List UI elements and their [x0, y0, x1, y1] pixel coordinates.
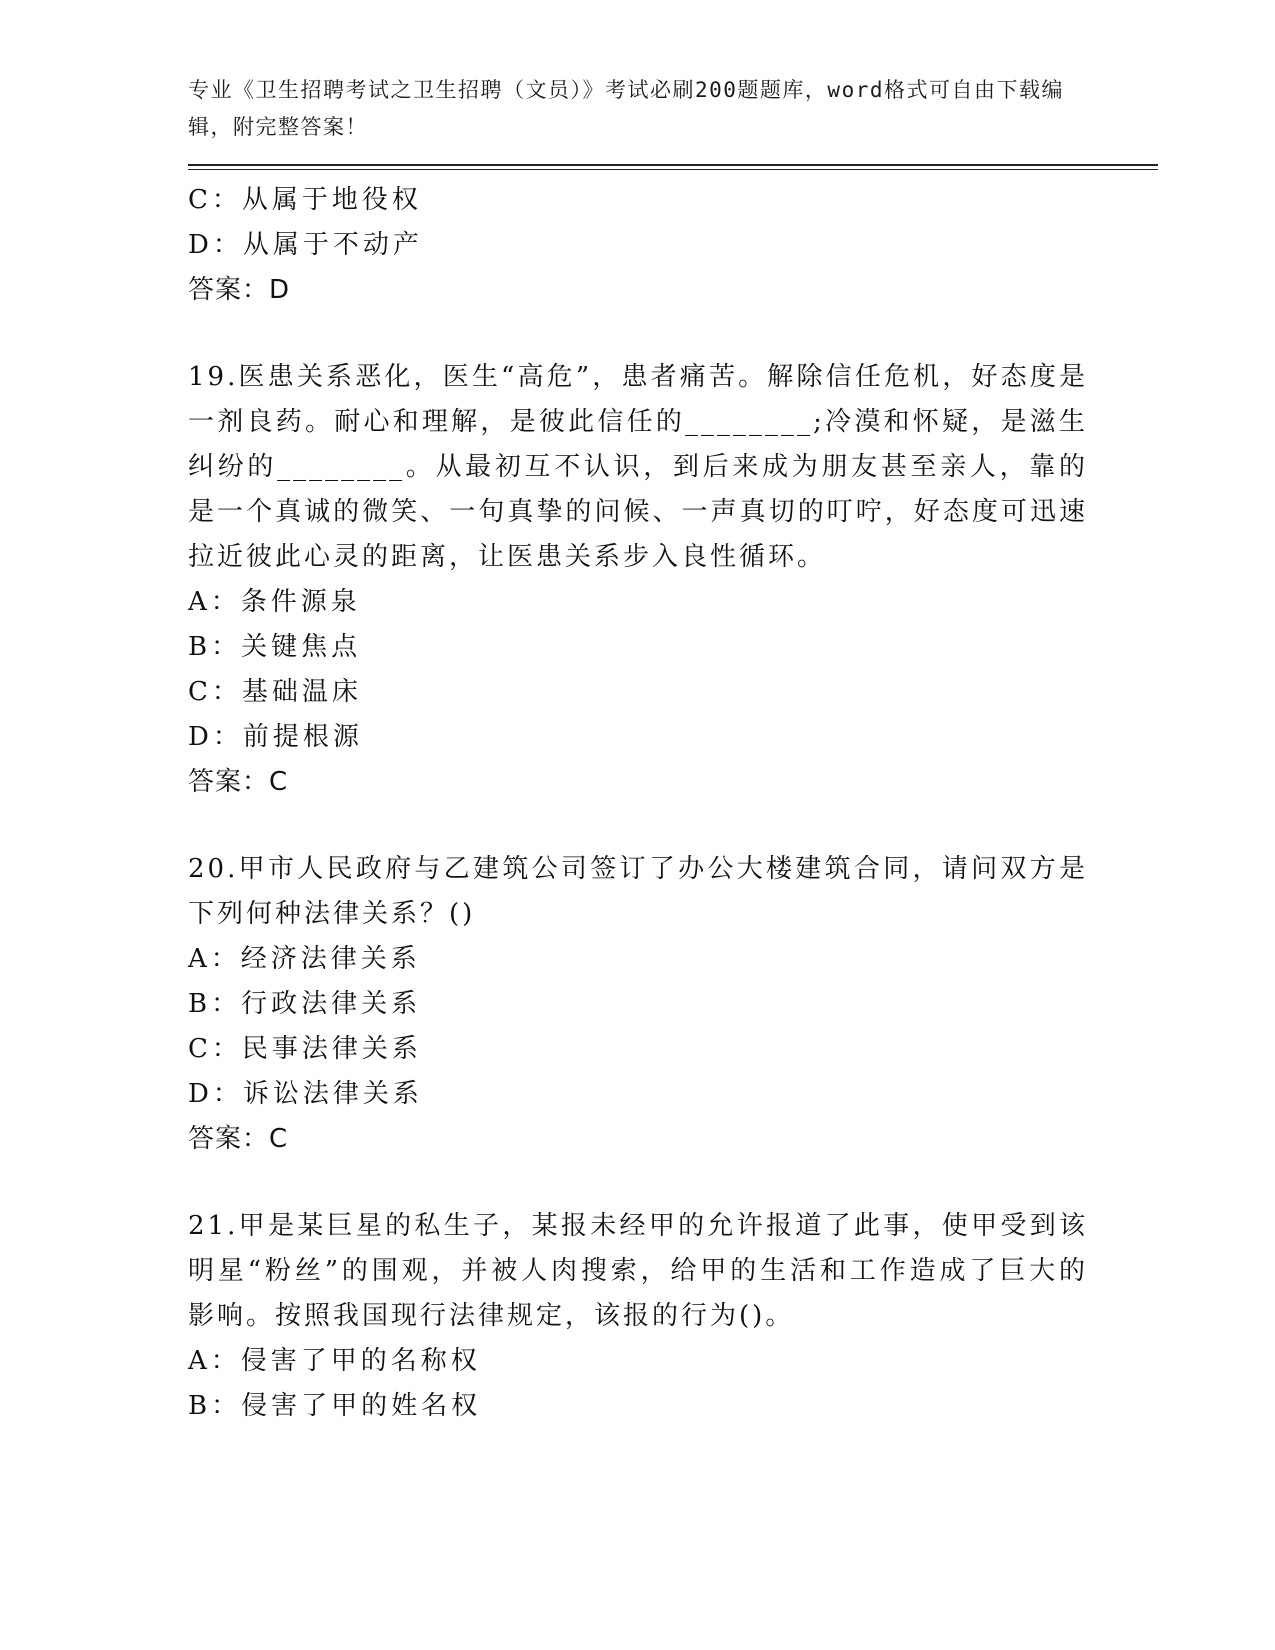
- option-b: B：行政法律关系: [188, 989, 422, 1019]
- answer-line: 答案：C: [188, 767, 289, 797]
- question-21: [188, 1204, 1158, 1429]
- question-text: 21.甲是某巨星的私生子，某报未经甲的允许报道了此事，使甲受到该明星“粉丝”的围观，并被人肉搜索，给甲的生活和工作造成了巨大的影响。按照我国现行法律规定，该报的行为()。: [188, 1211, 1088, 1331]
- option-c: C：从属于地役权: [188, 185, 422, 215]
- option-c: C：基础温床: [188, 677, 362, 707]
- question-18-tail: [188, 178, 1158, 313]
- option-a: A：条件源泉: [188, 587, 361, 617]
- document-page: [188, 72, 1158, 1429]
- option-d: D：从属于不动产: [188, 230, 423, 260]
- option-a: A：经济法律关系: [188, 944, 421, 974]
- option-d: D：前提根源: [188, 722, 363, 752]
- document-header: 专业《卫生招聘考试之卫生招聘（文员）》考试必刷200题题库，word格式可自由下载编辑，附完整答案！: [188, 78, 1064, 139]
- option-b: B：关键焦点: [188, 632, 362, 662]
- question-20: [188, 847, 1158, 1162]
- answer-line: 答案：C: [188, 1124, 289, 1154]
- option-d: D：诉讼法律关系: [188, 1079, 423, 1109]
- question-text: 19.医患关系恶化，医生“高危”，患者痛苦。解除信任危机，好态度是一剂良药。耐心和理解，是彼此信任的________;冷漠和怀疑，是滋生纠纷的________。从最初互不认识，到后来成为朋友甚至亲人，靠的是一个真诚的微笑、一句真挚的问候、一声真切的叮咛，好态度可迅速拉近彼此心灵的距离，让医患关系步入良性循环。: [188, 362, 1088, 572]
- option-a: A：侵害了甲的名称权: [188, 1346, 481, 1376]
- option-b: B：侵害了甲的姓名权: [188, 1391, 482, 1421]
- option-c: C：民事法律关系: [188, 1034, 422, 1064]
- question-text: 20.甲市人民政府与乙建筑公司签订了办公大楼建筑合同，请问双方是下列何种法律关系？(): [188, 854, 1088, 929]
- question-19: [188, 355, 1158, 805]
- answer-line: 答案：D: [188, 275, 291, 305]
- header-divider: [188, 164, 1158, 170]
- document-content: [188, 178, 1158, 1429]
